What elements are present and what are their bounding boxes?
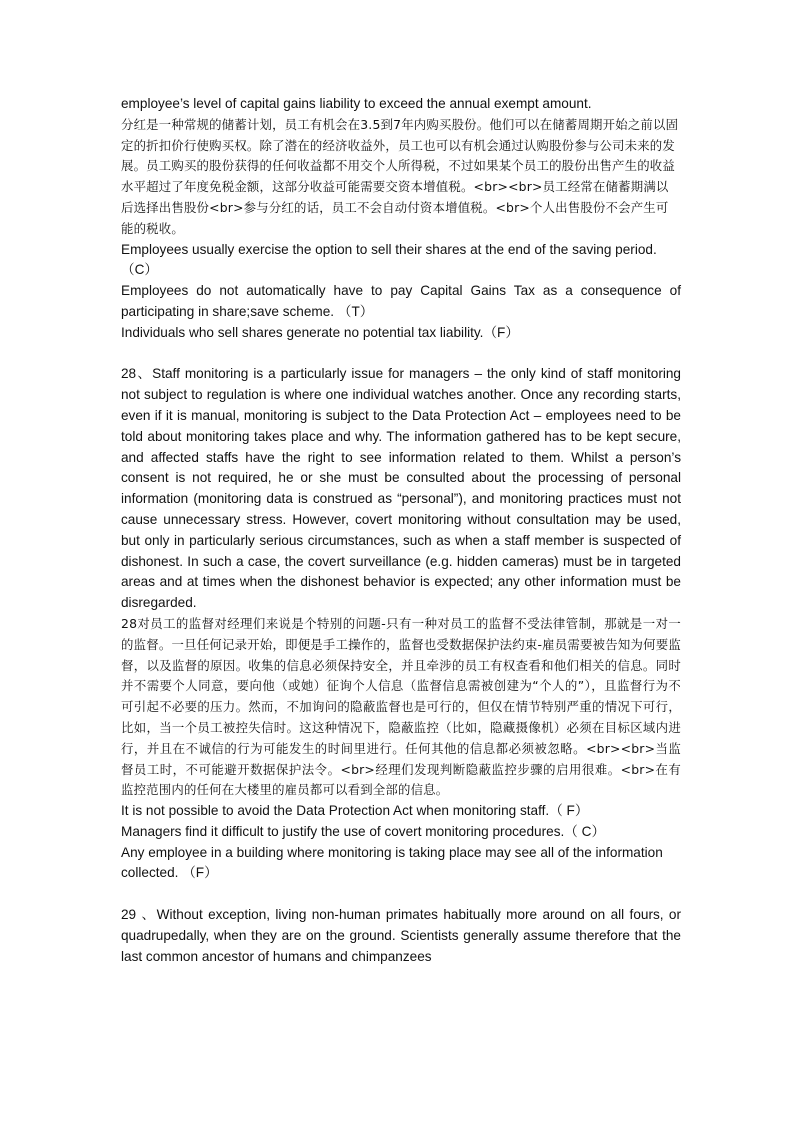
q27-translation-main: 分红是一种常规的储蓄计划，员工有机会在3.5到7年内购买股份。他们可以在储蓄周期开始之前以固定的折扣价行使购买权。除了潜在的经济收益外，员工也可以有机会通过认购股份参与公司未来的发展。员工购买的股份获得的任何收益都不用交个人所得税，不过如果某个员工的股份出售产生的收益水平超过了年度免税金额，这部分收益可能需要交资本增值税。 [121,116,679,195]
q27-translation [121,115,681,240]
document-page [121,94,681,967]
section-gap [121,884,681,905]
section-gap [121,344,681,365]
q28-translation: 28对员工的监督对经理们来说是个特别的问题-只有一种对员工的监督不受法律管制，那就是一对一的监督。一旦任何记录开始，即便是手工操作的，监督也受数据保护法约束-雇员需要被告知为何要监督，以及监督的原因。收集的信息必须保持安全，并且牵涉的员工有权查看和他们相关的信息。同时并不需要个人同意，要向他（或她）征询个人信息（监督信息需被创建为“个人的”），且监督行为不可引起不必要的压力。然而，不加询问的隐蔽监督也是可行的，但仅在情节特别严重的情况下可行，比如，当一个员工被控失信时。这这种情况下，隐蔽监控（比如，隐藏摄像机）必须在目标区域内进行，并且在不诚信的行为可能发生的时间里进行。任何其他的信息都必须被忽略。<br><br>当监督员工时，不可能避开数据保护法令。<br>经理们发现判断隐蔽监控步骤的启用很难。<br>在有监控范围内的任何在大楼里的雇员都可以看到全部的信息。 [121,615,681,798]
q27-statement-1: Employees usually exercise the option to sell their shares at the end of the saving period.（C） [121,241,657,278]
q28-statement-2: Managers find it difficult to justify the use of covert monitoring procedures.（ C） [121,823,606,839]
q28-statement-3: Any employee in a building where monitoring is taking place may see all of the information collected. （F） [121,844,663,881]
q29-passage: 29 、Without exception, living non-human primates habitually more around on all fours, or quadrupedally, when they are on the ground. Scientists generally assume therefore that the last common ancestor of humans and chimpanzees [121,907,681,964]
q28-statement-1: It is not possible to avoid the Data Protection Act when monitoring staff.（ F） [121,803,589,819]
q27-statement-3: Individuals who sell shares generate no potential tax liability.（F） [121,324,519,340]
q27-passage-end: employee’s level of capital gains liability to exceed the annual exempt amount. [121,96,592,111]
q27-translation-statements: <br><br>员工经常在储蓄期满以后选择出售股份<br>参与分红的话，员工不会自动付资本增值税。<br>个人出售股份不会产生可能的税收。 [121,179,669,236]
q27-statement-2: Employees do not automatically have to pay Capital Gains Tax as a consequence of participating in share;save scheme. （T） [121,283,681,319]
q28-passage: 28、Staff monitoring is a particularly issue for managers – the only kind of staff monitoring not subject to regulation is where one individual watches another. Once any recording starts, even if it is manual, monitoring is subject to the Data Protection Act – employees need to be told about monitoring takes place and why. The information gathered has to be kept secure, and affected staffs have the right to see information related to them. Whilst a person’s consent is not required, he or she must be consulted about the processing of personal information (monitoring data is construed as “personal”), and monitoring practices must not cause unnecessary stress. However, covert monitoring without consultation may be used, but only in particularly serious circumstances, such as when a staff member is suspected of dishonest. In such a case, the covert surveillance (e.g. hidden cameras) must be in targeted areas and at times when the dishonest behavior is expected; any other information must be disregarded. [121,366,681,611]
